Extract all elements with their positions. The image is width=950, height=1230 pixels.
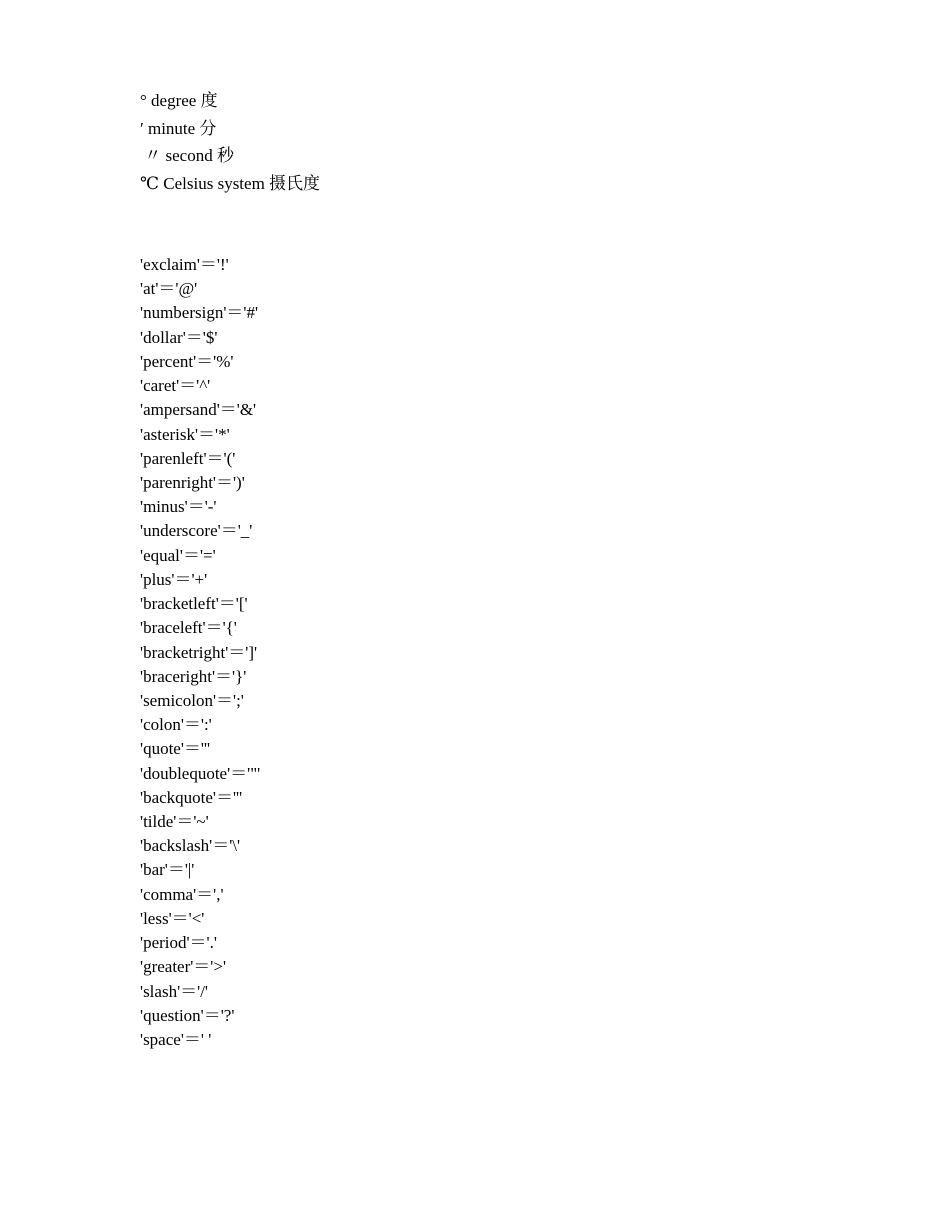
symbol-line: 'greater'＝'>' [140,957,227,977]
symbol-line: 'ampersand'＝'&' [140,400,257,420]
symbol-line: 'space'＝' ' [140,1030,212,1049]
symbol-line: 'parenright'＝')' [140,472,245,492]
symbol-line: 'asterisk'＝'*' [140,424,230,444]
symbol-line: 'semicolon'＝';' [140,690,244,710]
symbol-line: 'backquote'＝''' [140,787,243,807]
symbol-line: 'plus'＝'+' [140,569,208,589]
symbol-line: 'equal'＝'=' [140,545,216,565]
symbol-list [140,253,260,1052]
symbol-line: 'dollar'＝'$' [140,327,218,347]
symbol-line: 'braceright'＝'}' [140,666,247,686]
symbol-line: 'less'＝'<' [140,908,205,928]
symbol-line: 'percent'＝'%' [140,351,234,371]
symbol-line: 'bar'＝'|' [140,860,195,880]
symbol-line: 'caret'＝'^' [140,376,211,396]
unit-line-second: 〃 second 秒 [140,146,234,166]
symbol-line: 'underscore'＝'_' [140,521,253,541]
unit-line-degree: ° degree 度 [140,91,218,110]
symbol-line: 'minus'＝'-' [140,497,217,517]
units-list [140,87,320,198]
symbol-line: 'at'＝'@' [140,279,198,299]
symbol-line: 'question'＝'?' [140,1005,235,1025]
symbol-line: 'slash'＝'/' [140,981,208,1001]
symbol-line: 'exclaim'＝'!' [140,255,229,274]
unit-line-minute: ′ minute 分 [140,118,217,138]
symbol-line: 'parenleft'＝'(' [140,448,236,468]
symbol-line: 'backslash'＝'\' [140,836,241,856]
symbol-line: 'braceleft'＝'{' [140,618,237,638]
symbol-line: 'numbersign'＝'#' [140,303,259,323]
symbol-line: 'colon'＝':' [140,715,212,735]
symbol-line: 'comma'＝',' [140,884,224,904]
symbol-line: 'quote'＝''' [140,739,211,759]
symbol-line: 'tilde'＝'~' [140,812,209,832]
symbol-line: 'bracketleft'＝'[' [140,594,248,614]
unit-line-celsius: ℃ Celsius system 摄氏度 [140,174,321,194]
symbol-line: 'period'＝'.' [140,933,217,953]
symbol-line: 'bracketright'＝']' [140,642,258,662]
symbol-line: 'doublequote'＝'"' [140,763,261,783]
